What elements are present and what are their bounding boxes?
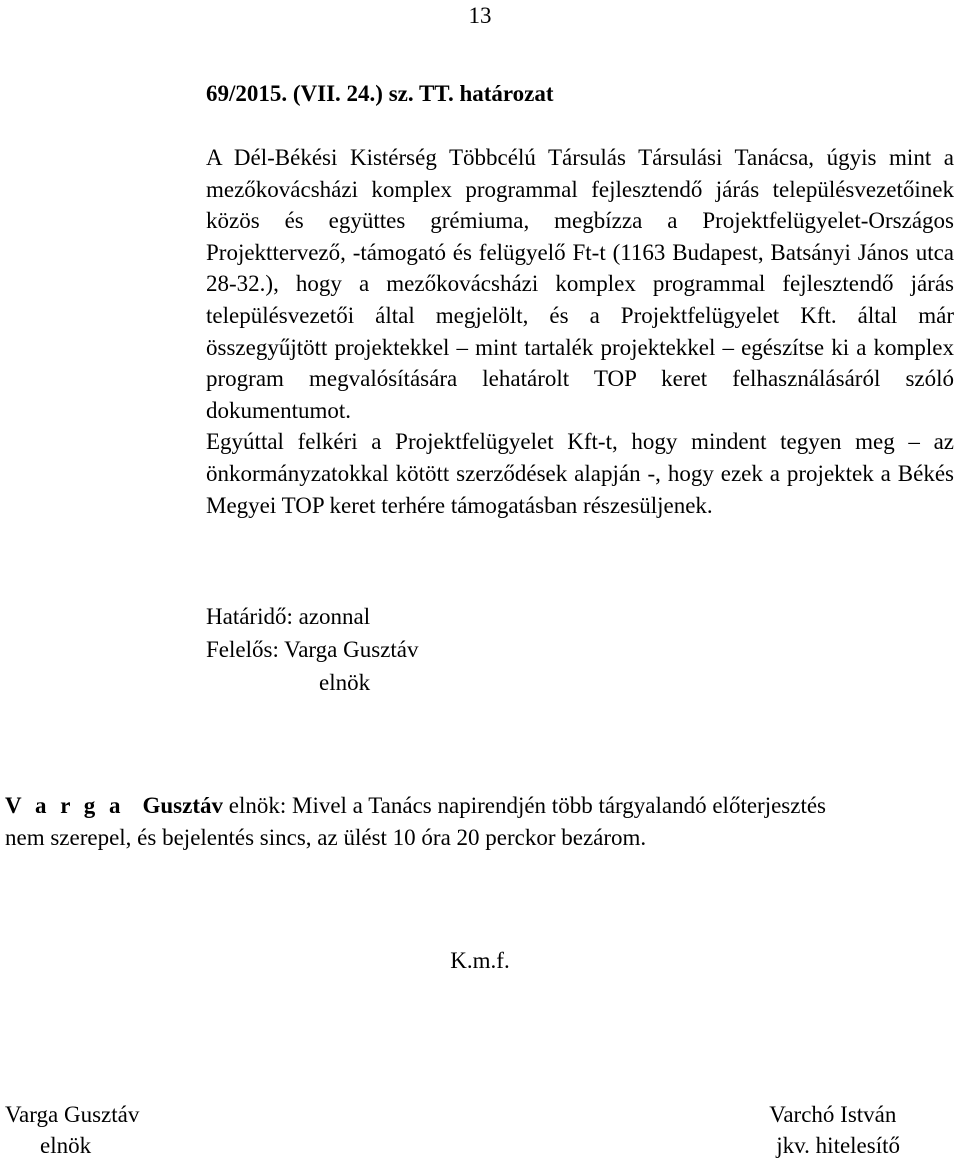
signature-left-name: Varga Gusztáv (5, 1102, 140, 1127)
kmf-label: K.m.f. (450, 948, 510, 973)
signature-right-role: jkv. hitelesítő (776, 1133, 900, 1158)
resolution-title: 69/2015. (VII. 24.) sz. TT. határozat (206, 81, 554, 106)
closing-line-2: nem szerepel, és bejelentés sincs, az ülést 10 óra 20 perckor bezárom. (5, 824, 647, 850)
signature-right-name: Varchó István (769, 1102, 897, 1127)
speaker-surname: V a r g a (5, 793, 125, 818)
responsible-role: elnök (319, 670, 371, 695)
closing-text-1: elnök: Mivel a Tanács napirendjén több tárgyalandó előterjesztés (223, 793, 827, 818)
deadline-line: Határidő: azonnal (206, 604, 371, 629)
speaker-first-name: Gusztáv (142, 793, 223, 818)
resolution-paragraph-1: A Dél-Békési Kistérség Többcélú Társulás Társulási Tanácsa, úgyis mint a mezőkovácsházi komplex programmal fejlesztendő járás településvezetőinek közös és együttes grémiuma, megbízza a Projektfelügyelet-Országos Projekttervező, -támogató és felügyelő Ft-t (1163 Budapest, Batsányi János utca 28-32.), hogy a mezőkovácsházi komplex programmal fejlesztendő járás településvezetői által megjelölt, és a Projektfelügyelet Kft. által már összegyűjtött projektekkel – mint tartalék projektekkel – egészítse ki a komplex program megvalósítására lehatárolt TOP keret felhasználásáról szóló dokumentumot. (206, 145, 954, 423)
page-number: 13 (468, 3, 492, 28)
signature-right (769, 1099, 900, 1161)
resolution-body (206, 142, 954, 521)
resolution-paragraph-2: Egyúttal felkéri a Projektfelügyelet Kft-t, hogy mindent tegyen meg – az önkormányzatokkal kötött szerződések alapján -, hogy ezek a projektek a Békés Megyei TOP keret terhére támogatásban részesüljenek. (206, 429, 954, 518)
signature-left-role: elnök (40, 1133, 92, 1158)
closing-line-1 (5, 790, 955, 822)
signature-left (5, 1099, 139, 1161)
responsible-line: Felelős: Varga Gusztáv (206, 637, 419, 662)
closing-statement (5, 790, 955, 853)
